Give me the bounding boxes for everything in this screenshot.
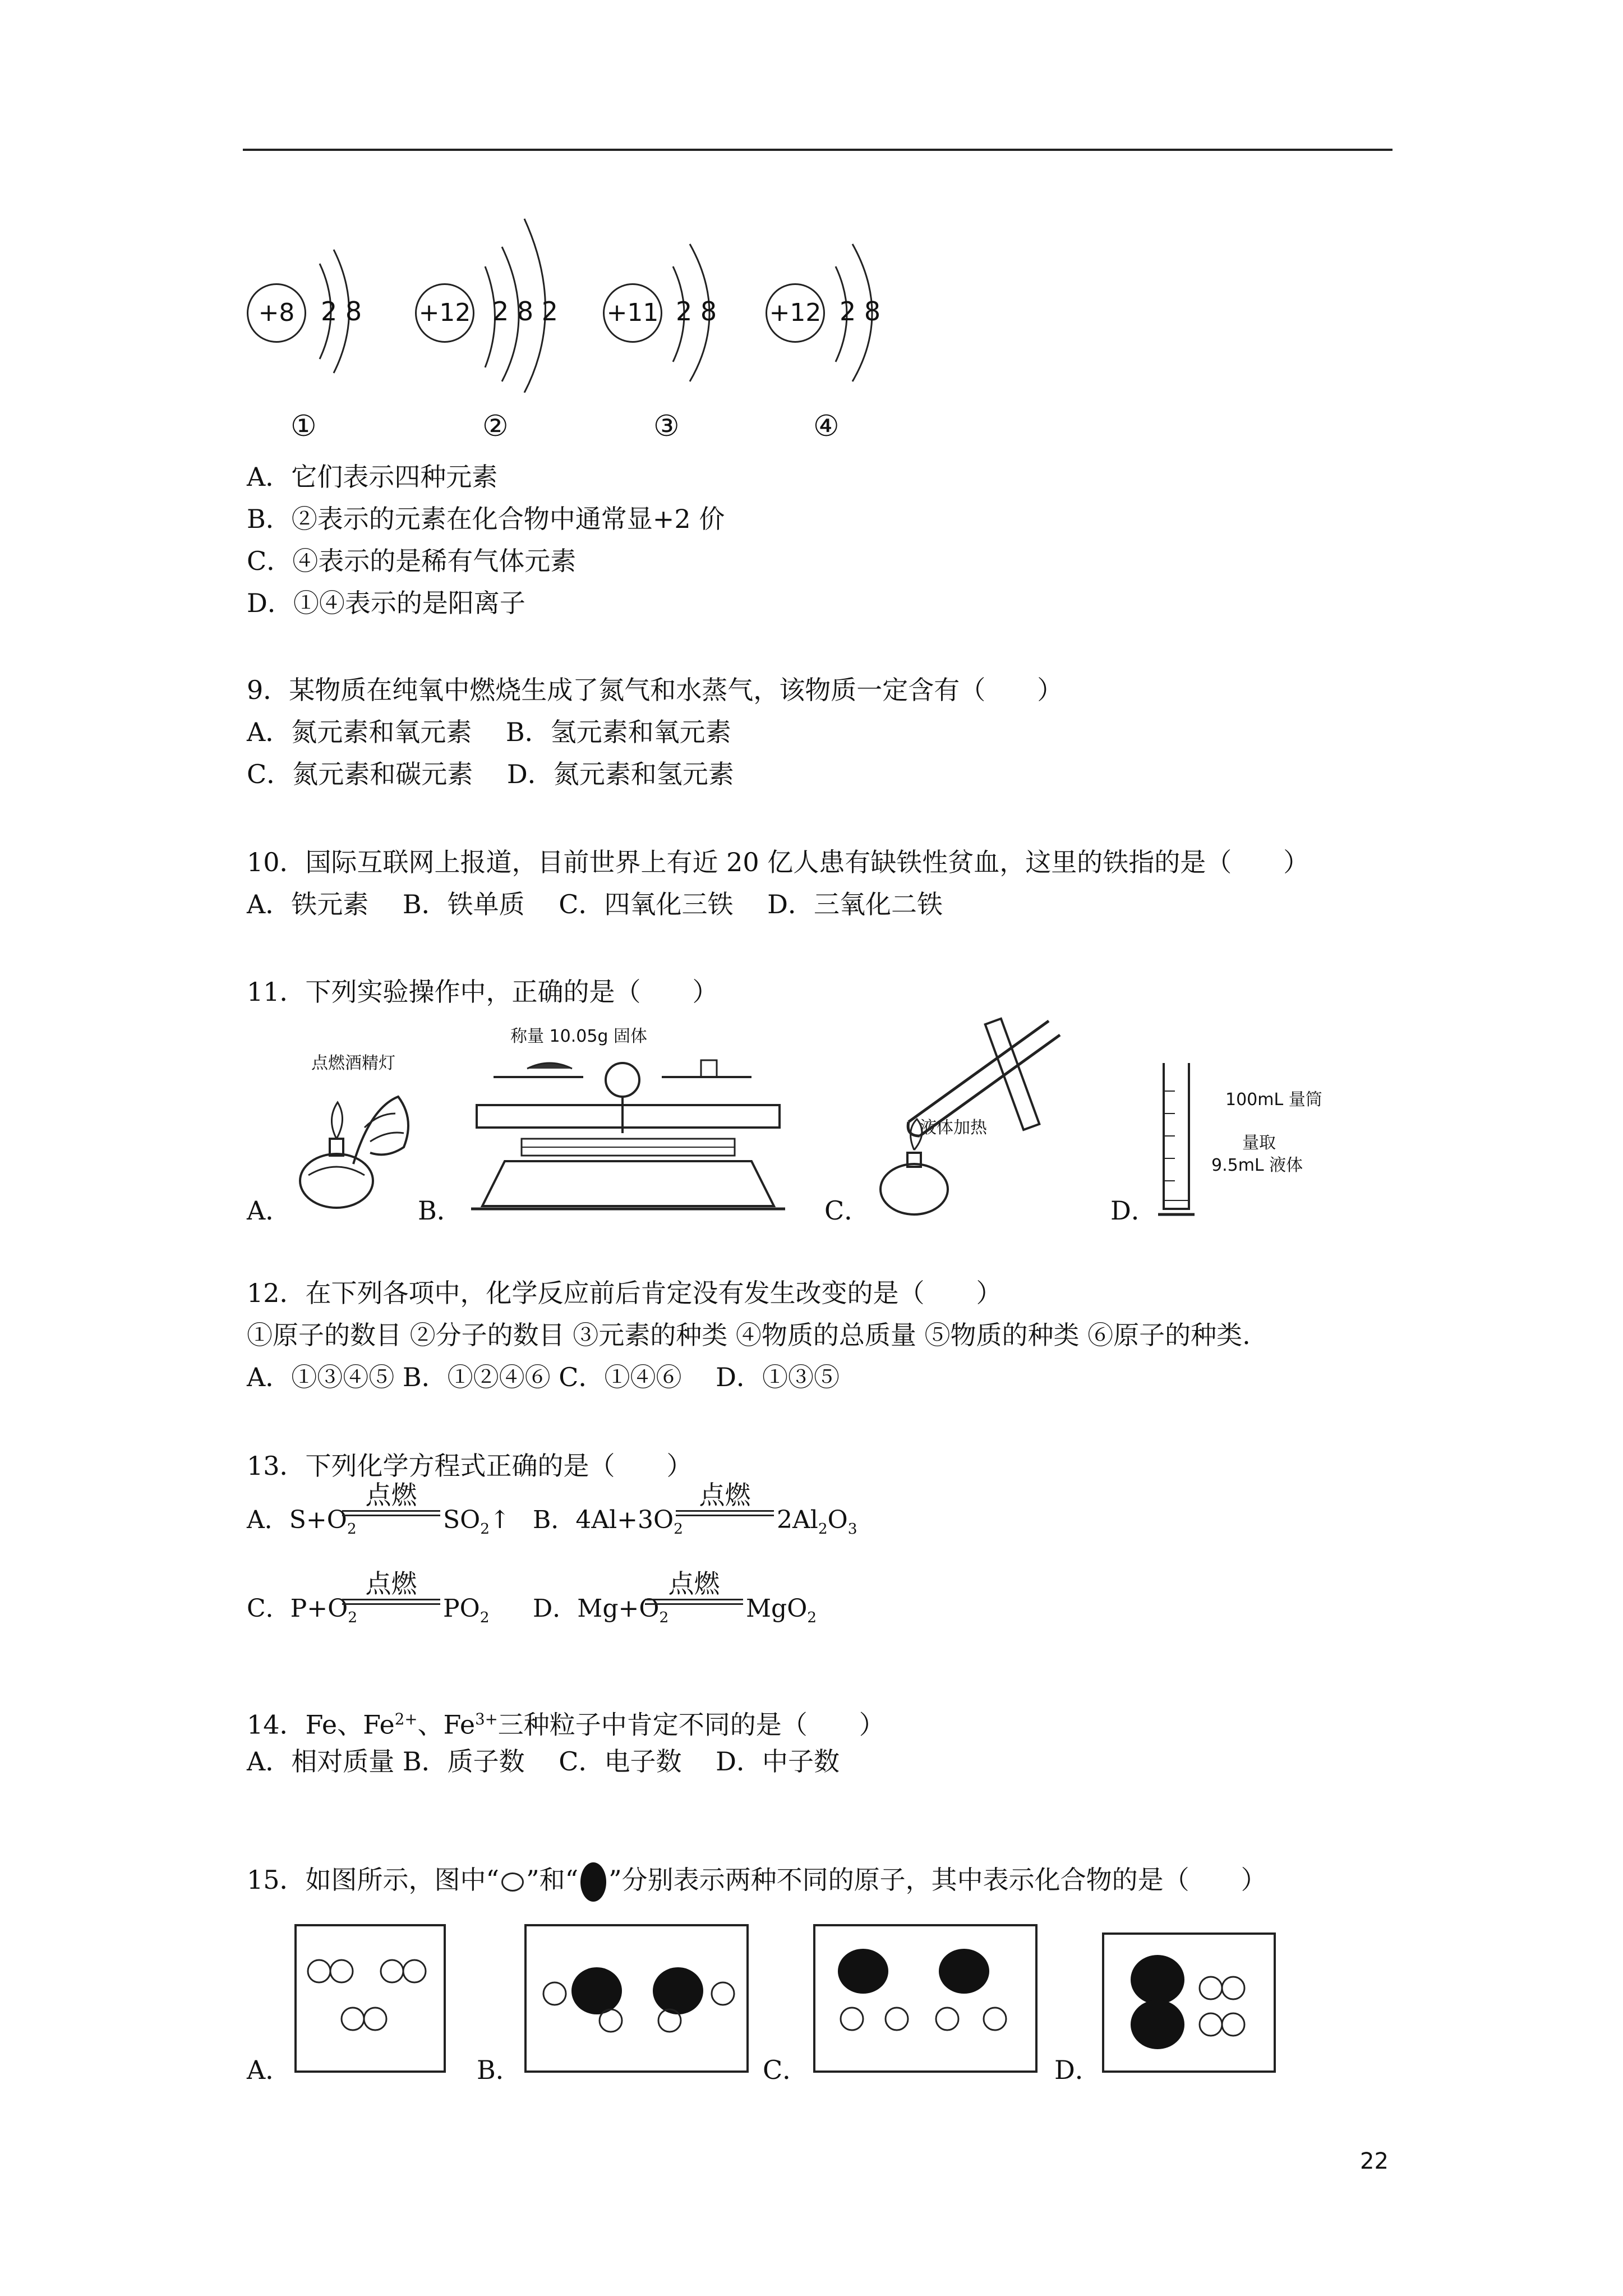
q15-box-d — [1102, 1932, 1276, 2073]
atom-4-nucleus: +12 — [766, 283, 825, 343]
q12-items: ①原子的数目 ②分子的数目 ③元素的种类 ④物质的总质量 ⑤物质的种类 ⑥原子的种类. — [247, 1320, 1251, 1350]
hollow-atom-symbol — [501, 1872, 524, 1892]
q14-stem: 14．Fe、$Fe^{2+}$、$Fe^{3+}$三种粒子中肯定不同的是（ ） — [247, 1709, 885, 1740]
q11-label-d: D． — [1110, 1195, 1157, 1226]
q13-equation-a-product: $SO_2↑$ — [443, 1506, 510, 1538]
q11-label-b: B． — [418, 1195, 463, 1226]
q15-label-a: A． — [247, 2055, 292, 2085]
q14-options: A．相对质量 B．质子数 C．电子数 D．中子数 — [247, 1746, 840, 1777]
solid-atom-symbol — [580, 1862, 606, 1902]
atom-1-nucleus: +8 — [247, 283, 306, 343]
atom-2-electrons: 2 8 2 — [492, 296, 559, 326]
q13-equation-a: A．$S+O_2$ — [247, 1506, 357, 1538]
q11-fig-d-caption-1: 100mL 量筒 — [1225, 1090, 1322, 1110]
q10-options: A．铁元素 B．铁单质 C．四氧化三铁 D．三氧化二铁 — [247, 889, 943, 919]
atom-2-label: ② — [482, 409, 509, 443]
q12-options: A．①③④⑤ B．①②④⑥ C．①④⑥ D．①③⑤ — [247, 1362, 840, 1392]
q15-box-a — [294, 1924, 446, 2073]
q9-stem: 9．某物质在纯氧中燃烧生成了氮气和水蒸气，该物质一定含有（ ） — [247, 675, 1063, 705]
q15-stem: 15．如图所示，图中“ ”和“ ”分别表示两种不同的原子，其中表示化合物的是（ ） — [247, 1862, 1267, 1902]
q11-fig-d-caption-3: 9.5mL 液体 — [1211, 1156, 1303, 1175]
q9-options-row2: C．氮元素和碳元素 D．氮元素和氢元素 — [247, 759, 734, 789]
q11-stem: 11．下列实验操作中，正确的是（ ） — [247, 977, 718, 1007]
q15-label-d: D． — [1054, 2055, 1101, 2085]
q11-fig-d-caption-2: 量取 — [1242, 1133, 1276, 1153]
q15-label-c: C． — [763, 2055, 809, 2085]
q13-equation-b-arrow: 点燃 — [676, 1481, 774, 1516]
q8-option-c: C．④表示的是稀有气体元素 — [247, 546, 577, 576]
q13-stem: 13．下列化学方程式正确的是（ ） — [247, 1451, 693, 1481]
q11-fig-b-balance-drawing — [471, 1049, 785, 1217]
q15-box-b — [524, 1924, 749, 2073]
q13-equation-a-arrow: 点燃 — [342, 1481, 440, 1516]
q11-fig-b-caption: 称量 10.05g 固体 — [510, 1027, 647, 1046]
q11-fig-a-caption: 点燃酒精灯 — [311, 1053, 395, 1073]
q11-fig-c-heating-drawing — [864, 1010, 1088, 1223]
q13-equation-c-arrow: 点燃 — [342, 1570, 440, 1605]
atom-3-electrons: 2 8 — [676, 296, 717, 326]
q11-fig-a-alcohol-lamp-drawing — [286, 1074, 421, 1220]
q15-box-d-molecules — [1104, 1935, 1274, 2070]
q15-label-b: B． — [477, 2055, 522, 2085]
q8-option-b: B．②表示的元素在化合物中通常显+2 价 — [247, 504, 725, 534]
q11-fig-d-cylinder-drawing — [1155, 1057, 1200, 1220]
q10-stem: 10．国际互联网上报道，目前世界上有近 20 亿人患有缺铁性贫血，这里的铁指的是（ ） — [247, 847, 1310, 877]
q13-equation-b-product: $2Al_2O_3$ — [777, 1506, 857, 1538]
q9-options-row1: A．氮元素和氧元素 B．氢元素和氧元素 — [247, 717, 731, 747]
page-number: 22 — [1360, 2148, 1389, 2174]
q11-fig-c-caption: 液体加热 — [920, 1118, 987, 1138]
atom-4-electrons: 2 8 — [840, 296, 881, 326]
atom-3-nucleus: +11 — [603, 283, 662, 343]
q13-equation-d-product: MgO$_2$ — [746, 1594, 817, 1626]
q13-equation-d-arrow: 点燃 — [645, 1570, 743, 1605]
q15-box-c — [813, 1924, 1038, 2073]
q13-equation-c: C．$P+O_2$ — [247, 1594, 358, 1626]
atom-1-electrons: 2 8 — [321, 296, 362, 326]
q15-box-c-molecules — [815, 1926, 1035, 2070]
header-rule — [243, 149, 1393, 151]
atom-1-label: ① — [291, 409, 317, 443]
q8-option-d: D．①④表示的是阳离子 — [247, 588, 525, 618]
q15-box-b-molecules — [527, 1926, 746, 2070]
q12-stem: 12．在下列各项中，化学反应前后肯定没有发生改变的是（ ） — [247, 1278, 1002, 1308]
q8-option-a: A．它们表示四种元素 — [247, 462, 498, 492]
q13-equation-b: B．$4Al+3O_2$ — [533, 1506, 683, 1538]
q15-box-a-molecules — [297, 1926, 444, 2070]
q11-label-c: C． — [824, 1195, 870, 1226]
q13-equation-c-product: $PO_2$ — [443, 1594, 490, 1626]
atom-3-label: ③ — [653, 409, 680, 443]
q13-equation-d: D．$Mg+O_2$ — [533, 1594, 669, 1626]
atom-4-label: ④ — [813, 409, 840, 443]
atom-2-nucleus: +12 — [415, 283, 474, 343]
q11-label-a: A． — [247, 1195, 292, 1226]
